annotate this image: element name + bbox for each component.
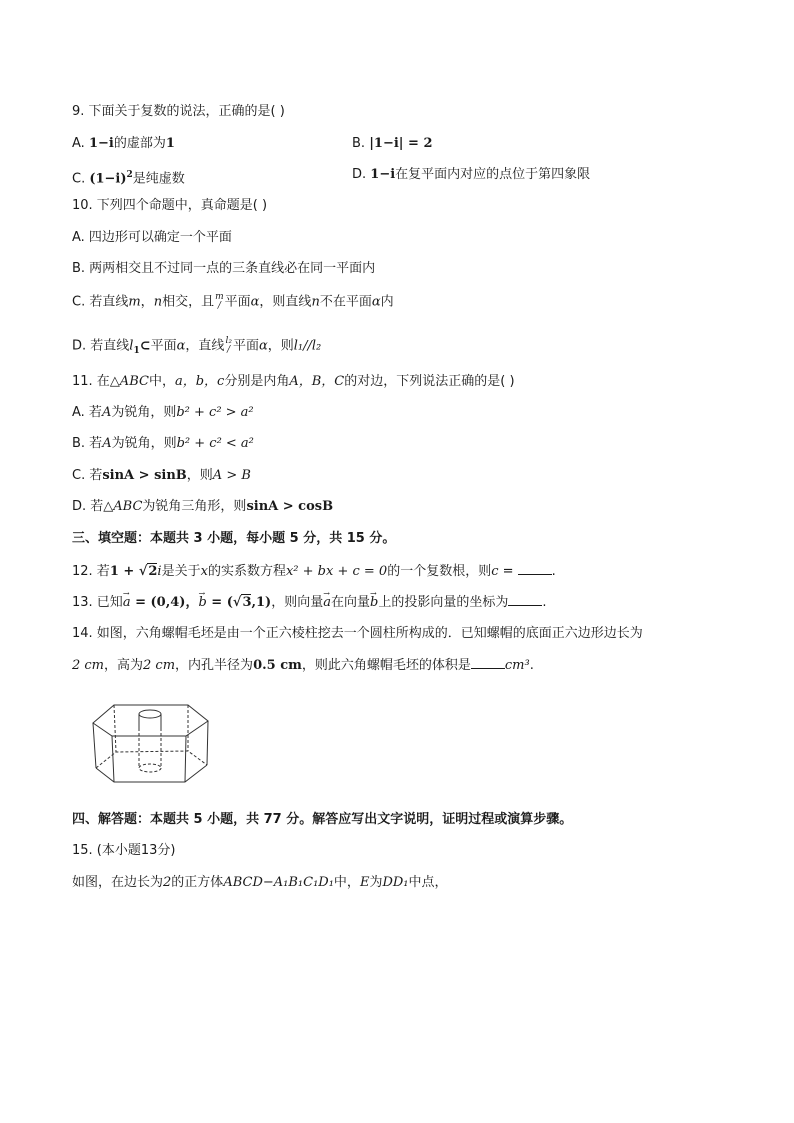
q9-option-b: B. |1−i| = 2 xyxy=(352,136,433,151)
q9-option-d: D. 1−i在复平面内对应的点位于第四象限 xyxy=(352,167,591,182)
edge-left xyxy=(93,723,96,768)
q11-option-b: B. 若A为锐角，则b² + c² < a² xyxy=(72,436,254,451)
q10-d-fraction: l₂ / xyxy=(225,336,232,355)
q12-text: 12. 若1 + √2i是关于x的实系数方程x² + bx + c = 0的一个复数根，则c = . xyxy=(72,564,556,579)
edge-front-right xyxy=(185,736,186,782)
q11-option-a: A. 若A为锐角，则b² + c² > a² xyxy=(72,405,254,420)
section-solution-heading: 四、解答题：本题共 5 小题，共 77 分。解答应写出文字说明，证明过程或演算步骤。 xyxy=(72,812,573,827)
bottom-front-edges xyxy=(96,765,207,782)
q10-option-d: D. 若直线$l_1\subset$平面α，直线 l₂ / 平面α，则l₁//l₂ xyxy=(72,336,322,357)
q14-line2: 2 cm，高为2 cm，内孔半径为0.5 cm，则此六角螺帽毛坯的体积是 cm³. xyxy=(72,658,534,673)
q13-answer-blank[interactable] xyxy=(508,593,542,606)
q11-option-c: C. 若sinA > sinB，则A > B xyxy=(72,468,251,483)
q11-option-d: D. 若△ABC为锐角三角形，则sinA > cosB xyxy=(72,499,334,514)
q14-answer-blank[interactable] xyxy=(471,656,505,669)
hexagonal-nut-figure xyxy=(88,696,213,788)
section-fill-in-heading: 三、填空题：本题共 3 小题，每小题 5 分，共 15 分。 xyxy=(72,531,396,546)
hole-bottom xyxy=(139,764,161,772)
q11-stem: 11. 在△ABC中，a，b，c分别是内角A，B，C的对边，下列说法正确的是( ) xyxy=(72,374,515,389)
q15-text: 如图，在边长为2的正方体ABCD−A₁B₁C₁D₁中，E为DD₁中点， xyxy=(72,875,448,890)
q9-stem: 9. 下面关于复数的说法，正确的是( ) xyxy=(72,104,285,119)
edge-front-left xyxy=(112,736,114,782)
q10-c-fraction: m / xyxy=(215,292,224,311)
hole-top xyxy=(139,710,161,718)
q10-stem: 10. 下列四个命题中，真命题是( ) xyxy=(72,198,268,213)
q10-option-a: A. 四边形可以确定一个平面 xyxy=(72,230,232,245)
q14-line1: 14. 如图，六角螺帽毛坯是由一个正六棱柱挖去一个圆柱所构成的．已知螺帽的底面正六边形边长为 xyxy=(72,626,643,641)
q15-heading: 15. (本小题13分) xyxy=(72,843,176,858)
hidden-edge-back-left xyxy=(114,705,116,752)
edge-right xyxy=(207,721,208,765)
q9-option-c: C. $(1-i)^2$是纯虚数 xyxy=(72,170,185,187)
q12-answer-blank[interactable] xyxy=(518,562,552,575)
q9-option-a: A. 1−i的虚部为1 xyxy=(72,136,175,151)
q10-option-c: C. 若直线m，n相交，且 m / 平面α，则直线n不在平面α内 xyxy=(72,292,394,311)
q10-option-b: B. 两两相交且不过同一点的三条直线必在同一平面内 xyxy=(72,261,376,276)
q13-text: 13. 已知→ a = (0,4)，→ b = (√3,1)，则向量→ a在向量→ b上的投影向量的坐标为 . xyxy=(72,593,547,612)
